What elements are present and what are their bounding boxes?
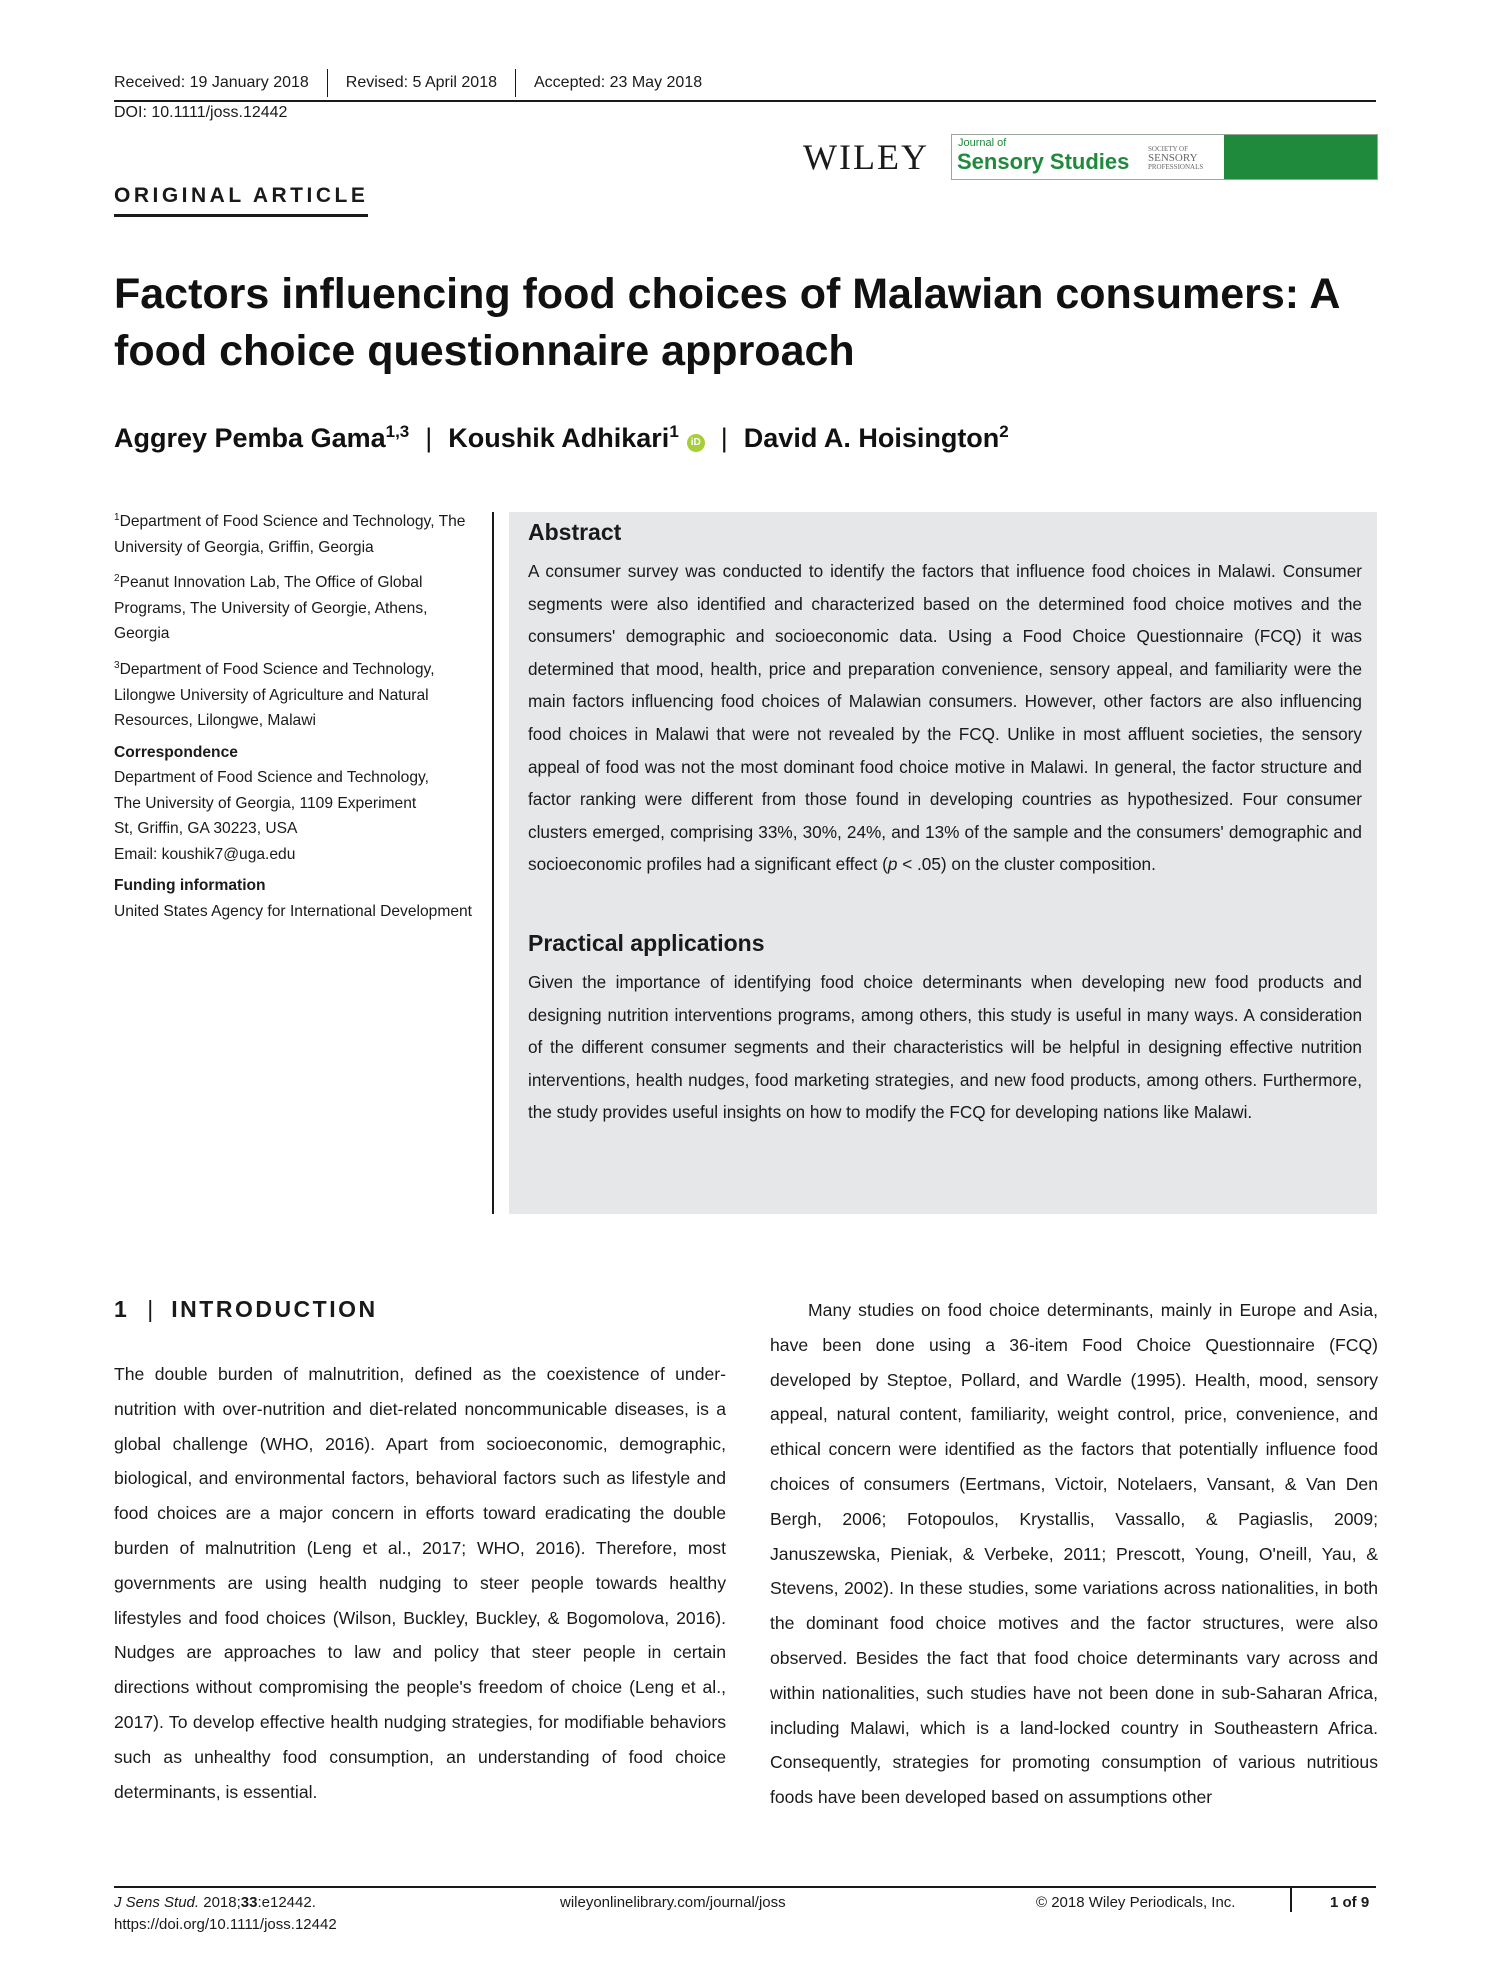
funding-heading: Funding information [114, 877, 266, 895]
affiliation-3: $^3$Department of Food Science and Technology, Lilongwe University of Agriculture and Natural Resources, Lilongwe, Malawi [114, 659, 435, 730]
author-1[interactable]: Aggrey Pemba Gama$^{1,3}$ [114, 422, 410, 453]
footer-rule [114, 1886, 1376, 1888]
journal-banner [951, 134, 1378, 180]
journal-banner-green [1224, 135, 1377, 179]
author-list [114, 422, 1009, 454]
accepted-date: Accepted: 23 May 2018 [534, 74, 703, 91]
correspondence-email[interactable]: Email: koushik7@uga.edu [114, 845, 296, 863]
article-type: ORIGINAL ARTICLE [114, 184, 368, 217]
correspondence: Correspondence Department of Food Science and Technology, The University of Georgia, 1109 Experiment St, Griffin, GA 30223, USA Email: koushik7@uga.edu [114, 740, 479, 868]
author-3[interactable]: David A. Hoisington$^2$ [743, 422, 1009, 453]
section-heading-introduction [114, 1296, 378, 1323]
practical-applications-heading: Practical applications [528, 930, 765, 956]
author-separator: | [720, 423, 728, 453]
page-number: 1 of 9 [1330, 1894, 1370, 1911]
footer-citation: J Sens Stud. 2018;33:e12442. [114, 1894, 316, 1911]
orcid-icon[interactable]: iD [687, 434, 705, 452]
abstract-text: A consumer survey was conducted to identify the factors that influence food choices in Malawi. Consumer segments were also identified and characterized based on the determined food choice motives and the consumers' demographic and socioeconomic data. Using a Food Choice Questionnaire (FCQ) it was determined that mood, health, price and preparation convenience, sensory appeal, and familiarity were the main factors influencing food choices of Malawian consumers. However, other factors are also influencing food choices in Malawi that were not revealed by the FCQ. Unlike in most affluent societies, the sensory appeal of food was not the most dominant food choice motive in Malawi. In general, the factor structure and factor ranking were different from those found in developing countries as hypothesized. Four consumer clusters emerged, comprising 33%, 30%, 24%, and 13% of the sample and the consumers' demographic and socioeconomic profiles had a significant effect (p < .05) on the cluster composition. [528, 561, 1362, 875]
section-separator: | [147, 1296, 154, 1322]
footer-website-link[interactable]: wileyonlinelibrary.com/journal/joss [560, 1894, 786, 1911]
section-title: INTRODUCTION [171, 1296, 378, 1322]
sidebar-divider [492, 512, 494, 1214]
footer-copyright: © 2018 Wiley Periodicals, Inc. [1036, 1894, 1236, 1911]
abstract-heading: Abstract [528, 519, 622, 545]
society-logo: SOCIETY OF SENSORY PROFESSIONALS [1148, 145, 1204, 171]
practical-applications-text: Given the importance of identifying food choice determinants when developing new food products and designing nutrition interventions programs, among others, this study is useful in many ways. A consideration of the different consumer segments and their characteristics will be helpful in designing effective nutrition interventions, health nudges, food marketing strategies, and new food products, among others. Furthermore, the study provides useful insights on how to modify the FCQ for developing nations like Malawi. [528, 972, 1362, 1123]
intro-left-column: The double burden of malnutrition, defined as the coexistence of under-nutrition with over-nutrition and diet-related noncommunicable diseases, is a global challenge (WHO, 2016). Apart from socioeconomic, demographic, biological, and environmental factors, behavioral factors such as lifestyle and food choices are a major concern in efforts toward eradicating the double burden of malnutrition (Leng et al., 2017; WHO, 2016). Therefore, most governments are using health nudging to steer people towards healthy lifestyles and food choices (Wilson, Buckley, Buckley, & Bogomolova, 2016). Nudges are approaches to law and policy that steer people in certain directions without compromising the people's freedom of choice (Leng et al., 2017). To develop effective health nudging strategies, for modifiable behaviors such as unhealthy food consumption, an understanding of food choice determinants, is essential. [114, 1364, 726, 1802]
funding-text: United States Agency for International Development [114, 902, 473, 920]
funding [114, 873, 479, 924]
correspondence-heading: Correspondence [114, 743, 238, 761]
wiley-logo: WILEY [803, 137, 929, 177]
journal-of-label: Journal of [958, 137, 1007, 149]
footer-doi-link[interactable]: https://doi.org/10.1111/joss.12442 [114, 1916, 337, 1933]
paper-title: Factors influencing food choices of Malawian consumers: A food choice questionnaire approach [114, 270, 1339, 375]
journal-name: Sensory Studies [957, 149, 1130, 174]
received-date: Received: 19 January 2018 [114, 69, 328, 97]
footer-divider [1290, 1886, 1292, 1912]
history-dates [114, 66, 1376, 102]
doi[interactable]: DOI: 10.1111/joss.12442 [114, 104, 288, 121]
intro-right-column: Many studies on food choice determinants, mainly in Europe and Asia, have been done using a 36-item Food Choice Questionnaire (FCQ) developed by Steptoe, Pollard, and Wardle (1995). Health, mood, sensory appeal, natural content, familiarity, weight control, price, convenience, and ethical concern were identified as the factors that potentially influence food choices of consumers (Eertmans, Victoir, Notelaers, Vansant, & Van Den Bergh, 2006; Fotopoulos, Krystallis, Vassallo, & Pagiaslis, 2009; Januszewska, Pieniak, & Verbeke, 2011; Prescott, Young, O'neill, Yau, & Stevens, 2002). In these studies, some variations across nationalities, in both the dominant food choice motives and the factor structures, were also observed. Besides the fact that food choice determinants vary across and within nationalities, such studies have not been done in sub-Saharan Africa, including Malawi, which is a land-locked country in Southeastern Africa. Consequently, strategies for promoting consumption of various nutritious foods have been developed based on assumptions other [770, 1300, 1378, 1808]
affiliation-1: $^1$Department of Food Science and Technology, The University of Georgia, Griffin, Georgia [114, 512, 466, 556]
affiliation-2: $^2$Peanut Innovation Lab, The Office of Global Programs, The University of Georgie, Athens, Georgia [114, 573, 428, 643]
affiliations-sidebar [114, 505, 479, 930]
revised-date: Revised: 5 April 2018 [346, 69, 516, 97]
section-number: 1 [114, 1296, 130, 1322]
author-2[interactable]: Koushik Adhikari$^1$ [448, 422, 679, 453]
author-separator: | [425, 423, 433, 453]
